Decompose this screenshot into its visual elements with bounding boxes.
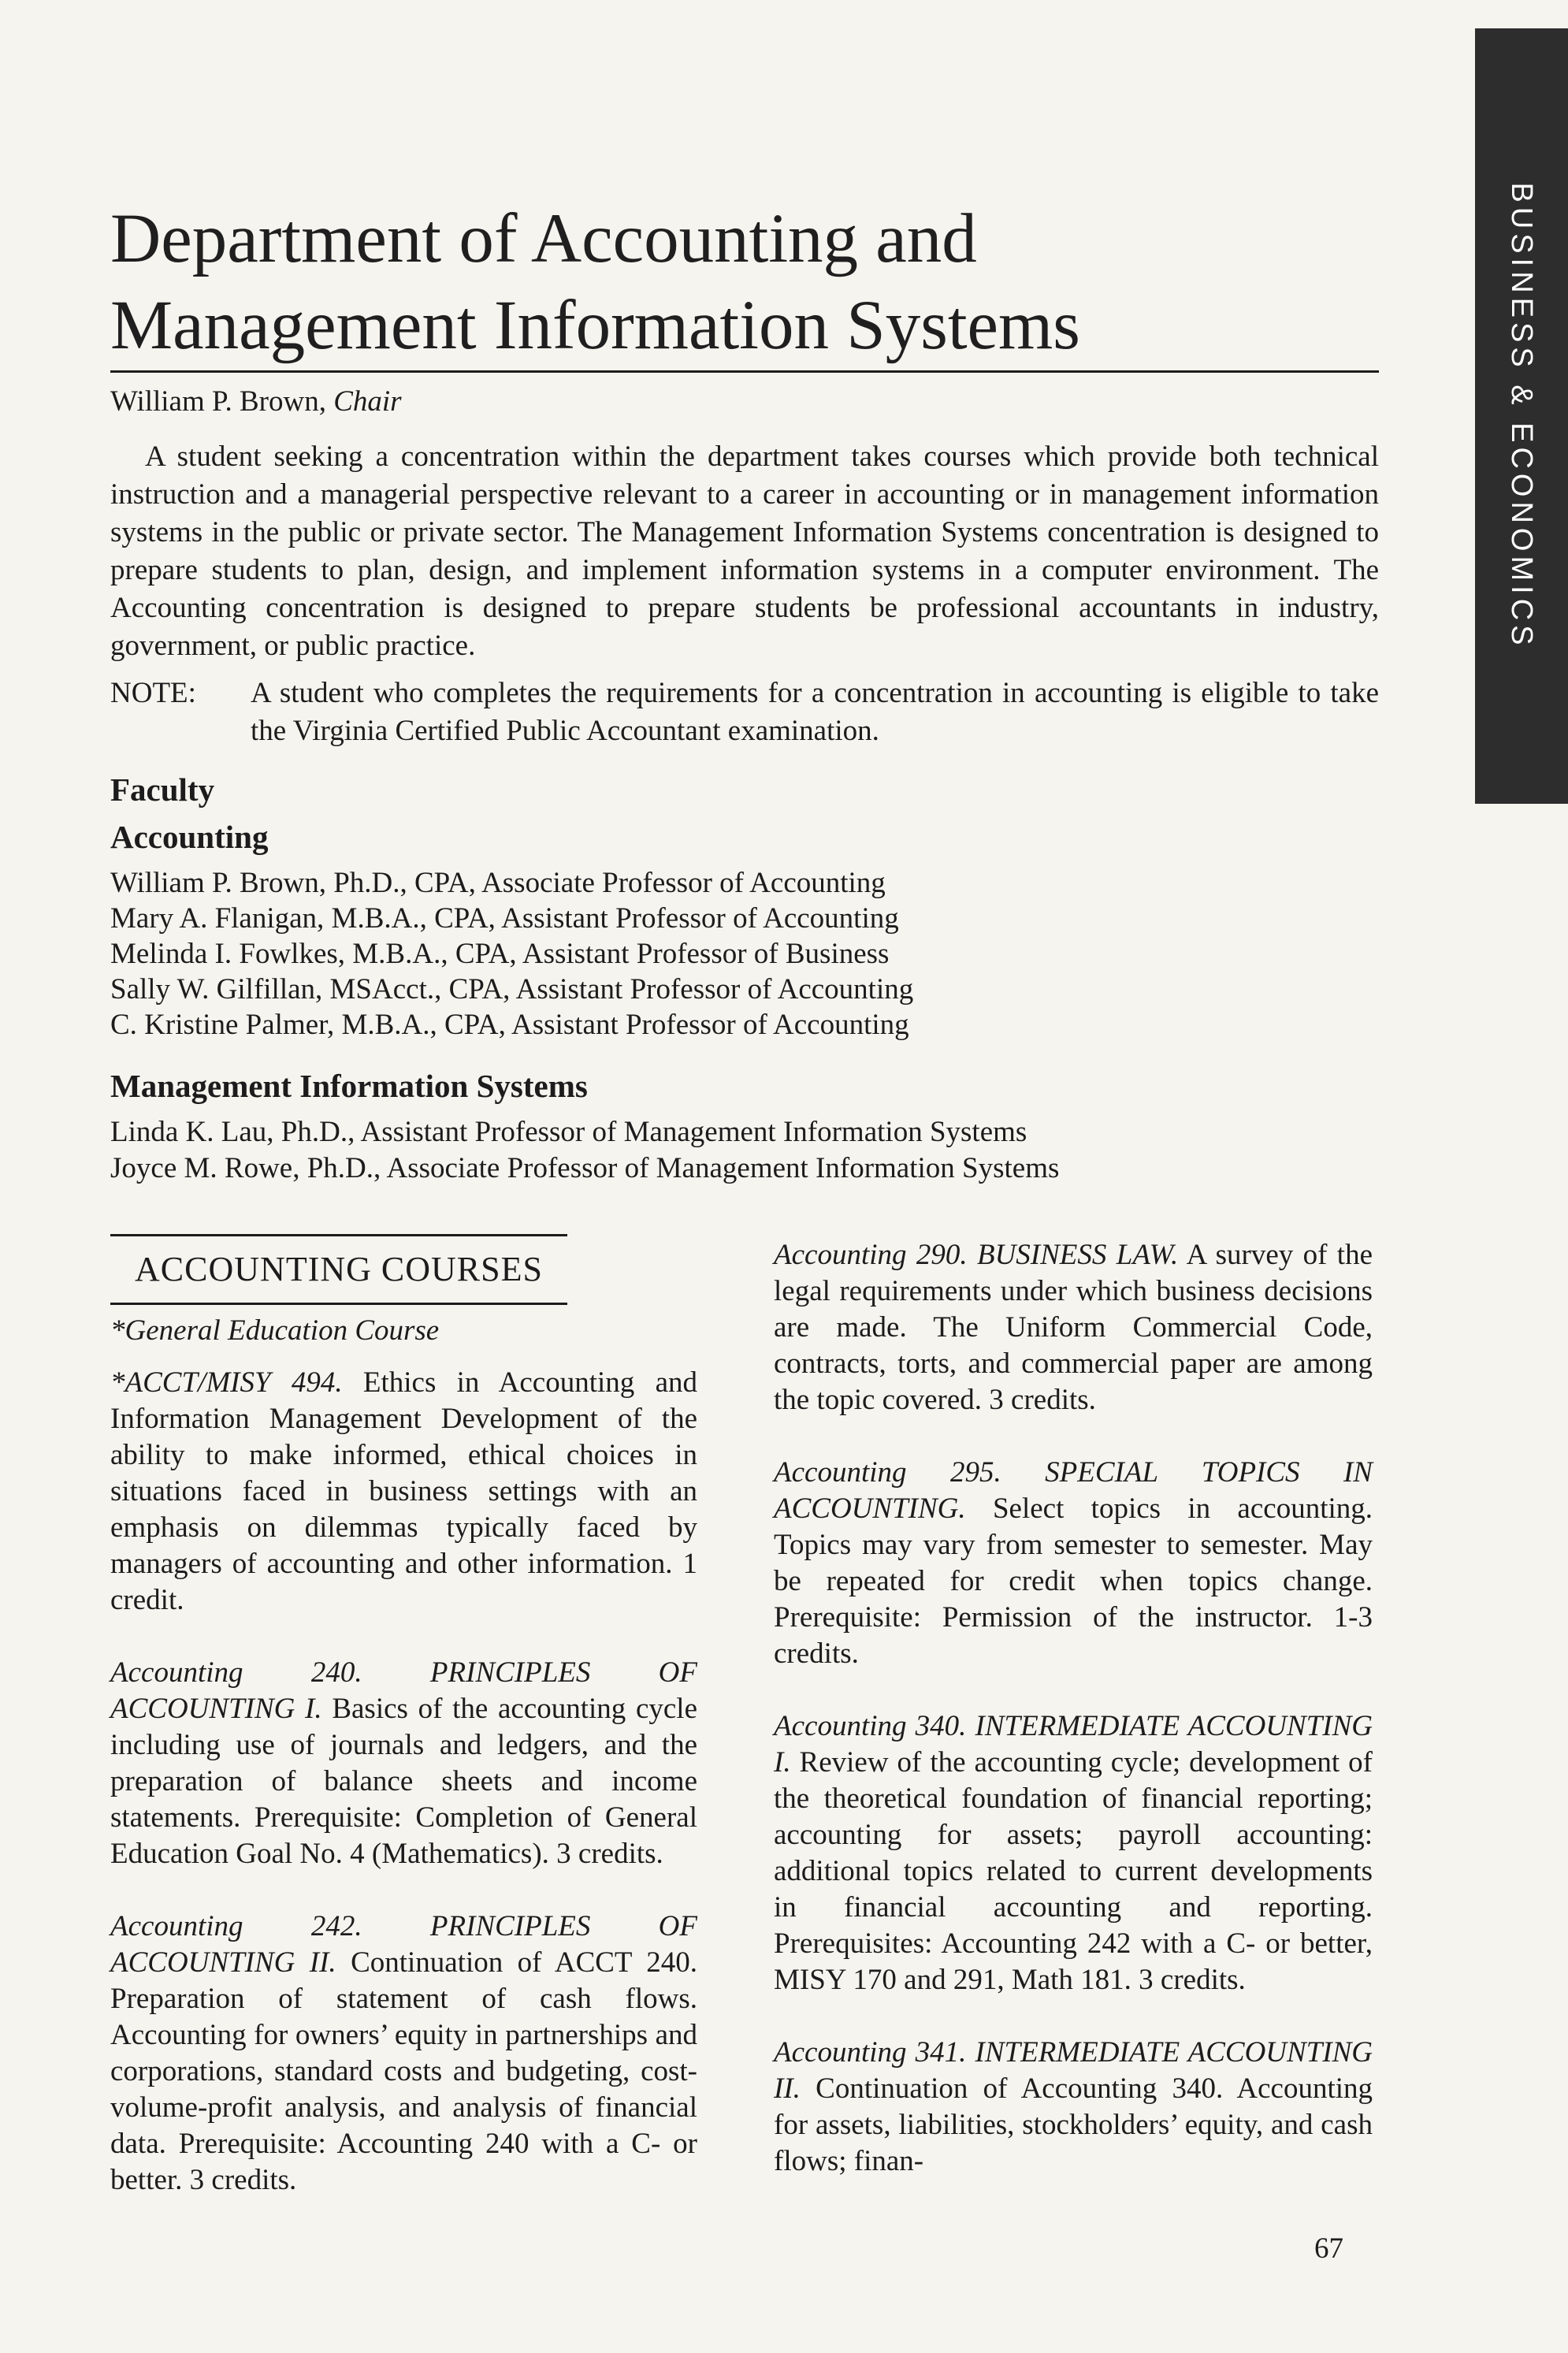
course-entry xyxy=(110,1655,697,1872)
course-desc: Continuation of Accounting 340. Accounting for assets, liabilities, stockholders’ equity, and cash flows; finan- xyxy=(774,2072,1373,2177)
side-tab-label: BUSINESS & ECONOMICS xyxy=(1505,182,1538,650)
courses-heading: ACCOUNTING COURSES xyxy=(110,1234,567,1305)
course-title: BUSINESS LAW. xyxy=(976,1239,1179,1271)
course-id: Accounting 295. xyxy=(774,1456,1001,1489)
faculty-entry: William P. Brown, Ph.D., CPA, Associate Professor of Accounting xyxy=(110,867,886,899)
course-desc: Select topics in accounting. Topics may vary from semester to semester. May be repeated for credit when topics change. Prerequisite: Permission of the instructor. 1-3 credits. xyxy=(774,1492,1373,1670)
note-label: NOTE: xyxy=(110,677,196,709)
page-number: 67 xyxy=(1314,2232,1343,2265)
courses-right-column xyxy=(774,1237,1373,2216)
course-entry xyxy=(110,1365,697,1619)
faculty-entry: Linda K. Lau, Ph.D., Assistant Professor of Management Information Systems xyxy=(110,1116,1027,1148)
faculty-entry: Joyce M. Rowe, Ph.D., Associate Professor of Management Information Systems xyxy=(110,1152,1060,1184)
mis-faculty-heading: Management Information Systems xyxy=(110,1068,588,1104)
accounting-faculty-heading: Accounting xyxy=(110,819,269,855)
course-desc: Ethics in Accounting and Information Management Development of the ability to make informed, ethical choices in situations faced in business settings with an emphasis on dilemmas typically faced by managers of accounting and other information. 1 credit. xyxy=(110,1366,697,1616)
course-entry xyxy=(110,1909,697,2199)
course-id: Accounting 240. xyxy=(110,1656,362,1689)
chair-line xyxy=(110,383,1379,421)
course-id: Accounting 341. xyxy=(774,2036,967,2069)
faculty-entry: Melinda I. Fowlkes, M.B.A., CPA, Assistant Professor of Business xyxy=(110,938,890,970)
course-id: Accounting 290. xyxy=(774,1239,968,1271)
page-title xyxy=(110,195,1371,369)
chair-name: William P. Brown, xyxy=(110,385,326,418)
course-title: SPECIAL TOPICS IN ACCOUNTING. xyxy=(774,1456,1373,1525)
gen-ed-note: *General Education Course xyxy=(110,1314,440,1347)
faculty-entry: Sally W. Gilfillan, MSAcct., CPA, Assistant Professor of Accounting xyxy=(110,973,914,1006)
faculty-entry: Mary A. Flanigan, M.B.A., CPA, Assistant Professor of Accounting xyxy=(110,902,899,935)
courses-left-column xyxy=(110,1313,697,2235)
course-id: Accounting 340. xyxy=(774,1710,967,1742)
course-title: INTERMEDIATE ACCOUNTING I. xyxy=(774,1710,1373,1779)
course-desc: A survey of the legal requirements under which business decisions are made. The Uniform Commercial Code, contracts, torts, and commercial paper are among the topic covered. 3 credits. xyxy=(774,1239,1373,1416)
course-title: INTERMEDIATE ACCOUNTING II. xyxy=(774,2036,1373,2105)
mis-faculty-list xyxy=(110,1114,1379,1187)
course-title: PRINCIPLES OF ACCOUNTING II. xyxy=(110,1910,698,1979)
course-desc: Basics of the accounting cycle including use of journals and ledgers, and the preparation of balance sheets and income statements. Prerequisite: Completion of General Education Goal No. 4 (Mathematics). 3 credits. xyxy=(110,1693,698,1870)
course-id: Accounting 242. xyxy=(110,1910,362,1942)
course-entry xyxy=(774,1455,1373,1672)
course-id: *ACCT/MISY 494. xyxy=(110,1366,343,1399)
title-line-1: Department of Accounting and xyxy=(110,200,977,277)
course-entry xyxy=(774,2035,1373,2180)
accounting-faculty-list xyxy=(110,865,1379,1043)
title-line-2: Management Information Systems xyxy=(110,287,1080,364)
course-desc: Continuation of ACCT 240. Preparation of statement of cash flows. Accounting for owners’ equity in partnerships and corporations, standard costs and budgeting, cost-volume-profit analysis, and analysis of financial data. Prerequisite: Accounting 240 with a C- or better. 3 credits. xyxy=(110,1946,697,2196)
faculty-heading: Faculty xyxy=(110,771,215,808)
intro-paragraph: A student seeking a concentration within the department takes courses which provide both technical instruction and a managerial perspective relevant to a career in accounting or in management information systems in the public or private sector. The Management Information Systems concentration is designed to prepare students to plan, design, and implement information systems in a computer environment. The Accounting concentration is designed to prepare students be professional accountants in industry, government, or public practice. xyxy=(110,440,1379,662)
course-entry xyxy=(774,1708,1373,1998)
course-title: PRINCIPLES OF ACCOUNTING I. xyxy=(110,1656,698,1725)
note-text: A student who completes the requirements for a concentration in accounting is eligible to take the Virginia Certified Public Accountant examination. xyxy=(251,677,1379,747)
faculty-entry: C. Kristine Palmer, M.B.A., CPA, Assistant Professor of Accounting xyxy=(110,1009,909,1041)
chair-role: Chair xyxy=(333,385,402,418)
title-rule xyxy=(110,370,1379,373)
course-entry xyxy=(774,1237,1373,1418)
course-desc: Review of the accounting cycle; development of the theoretical foundation of financial reporting; accounting for assets; payroll accounting: additional topics related to current developments in financial accounting and reporting. Prerequisites: Accounting 242 with a C- or better, MISY 170 and 291, Math 181. 3 credits. xyxy=(774,1746,1373,1996)
